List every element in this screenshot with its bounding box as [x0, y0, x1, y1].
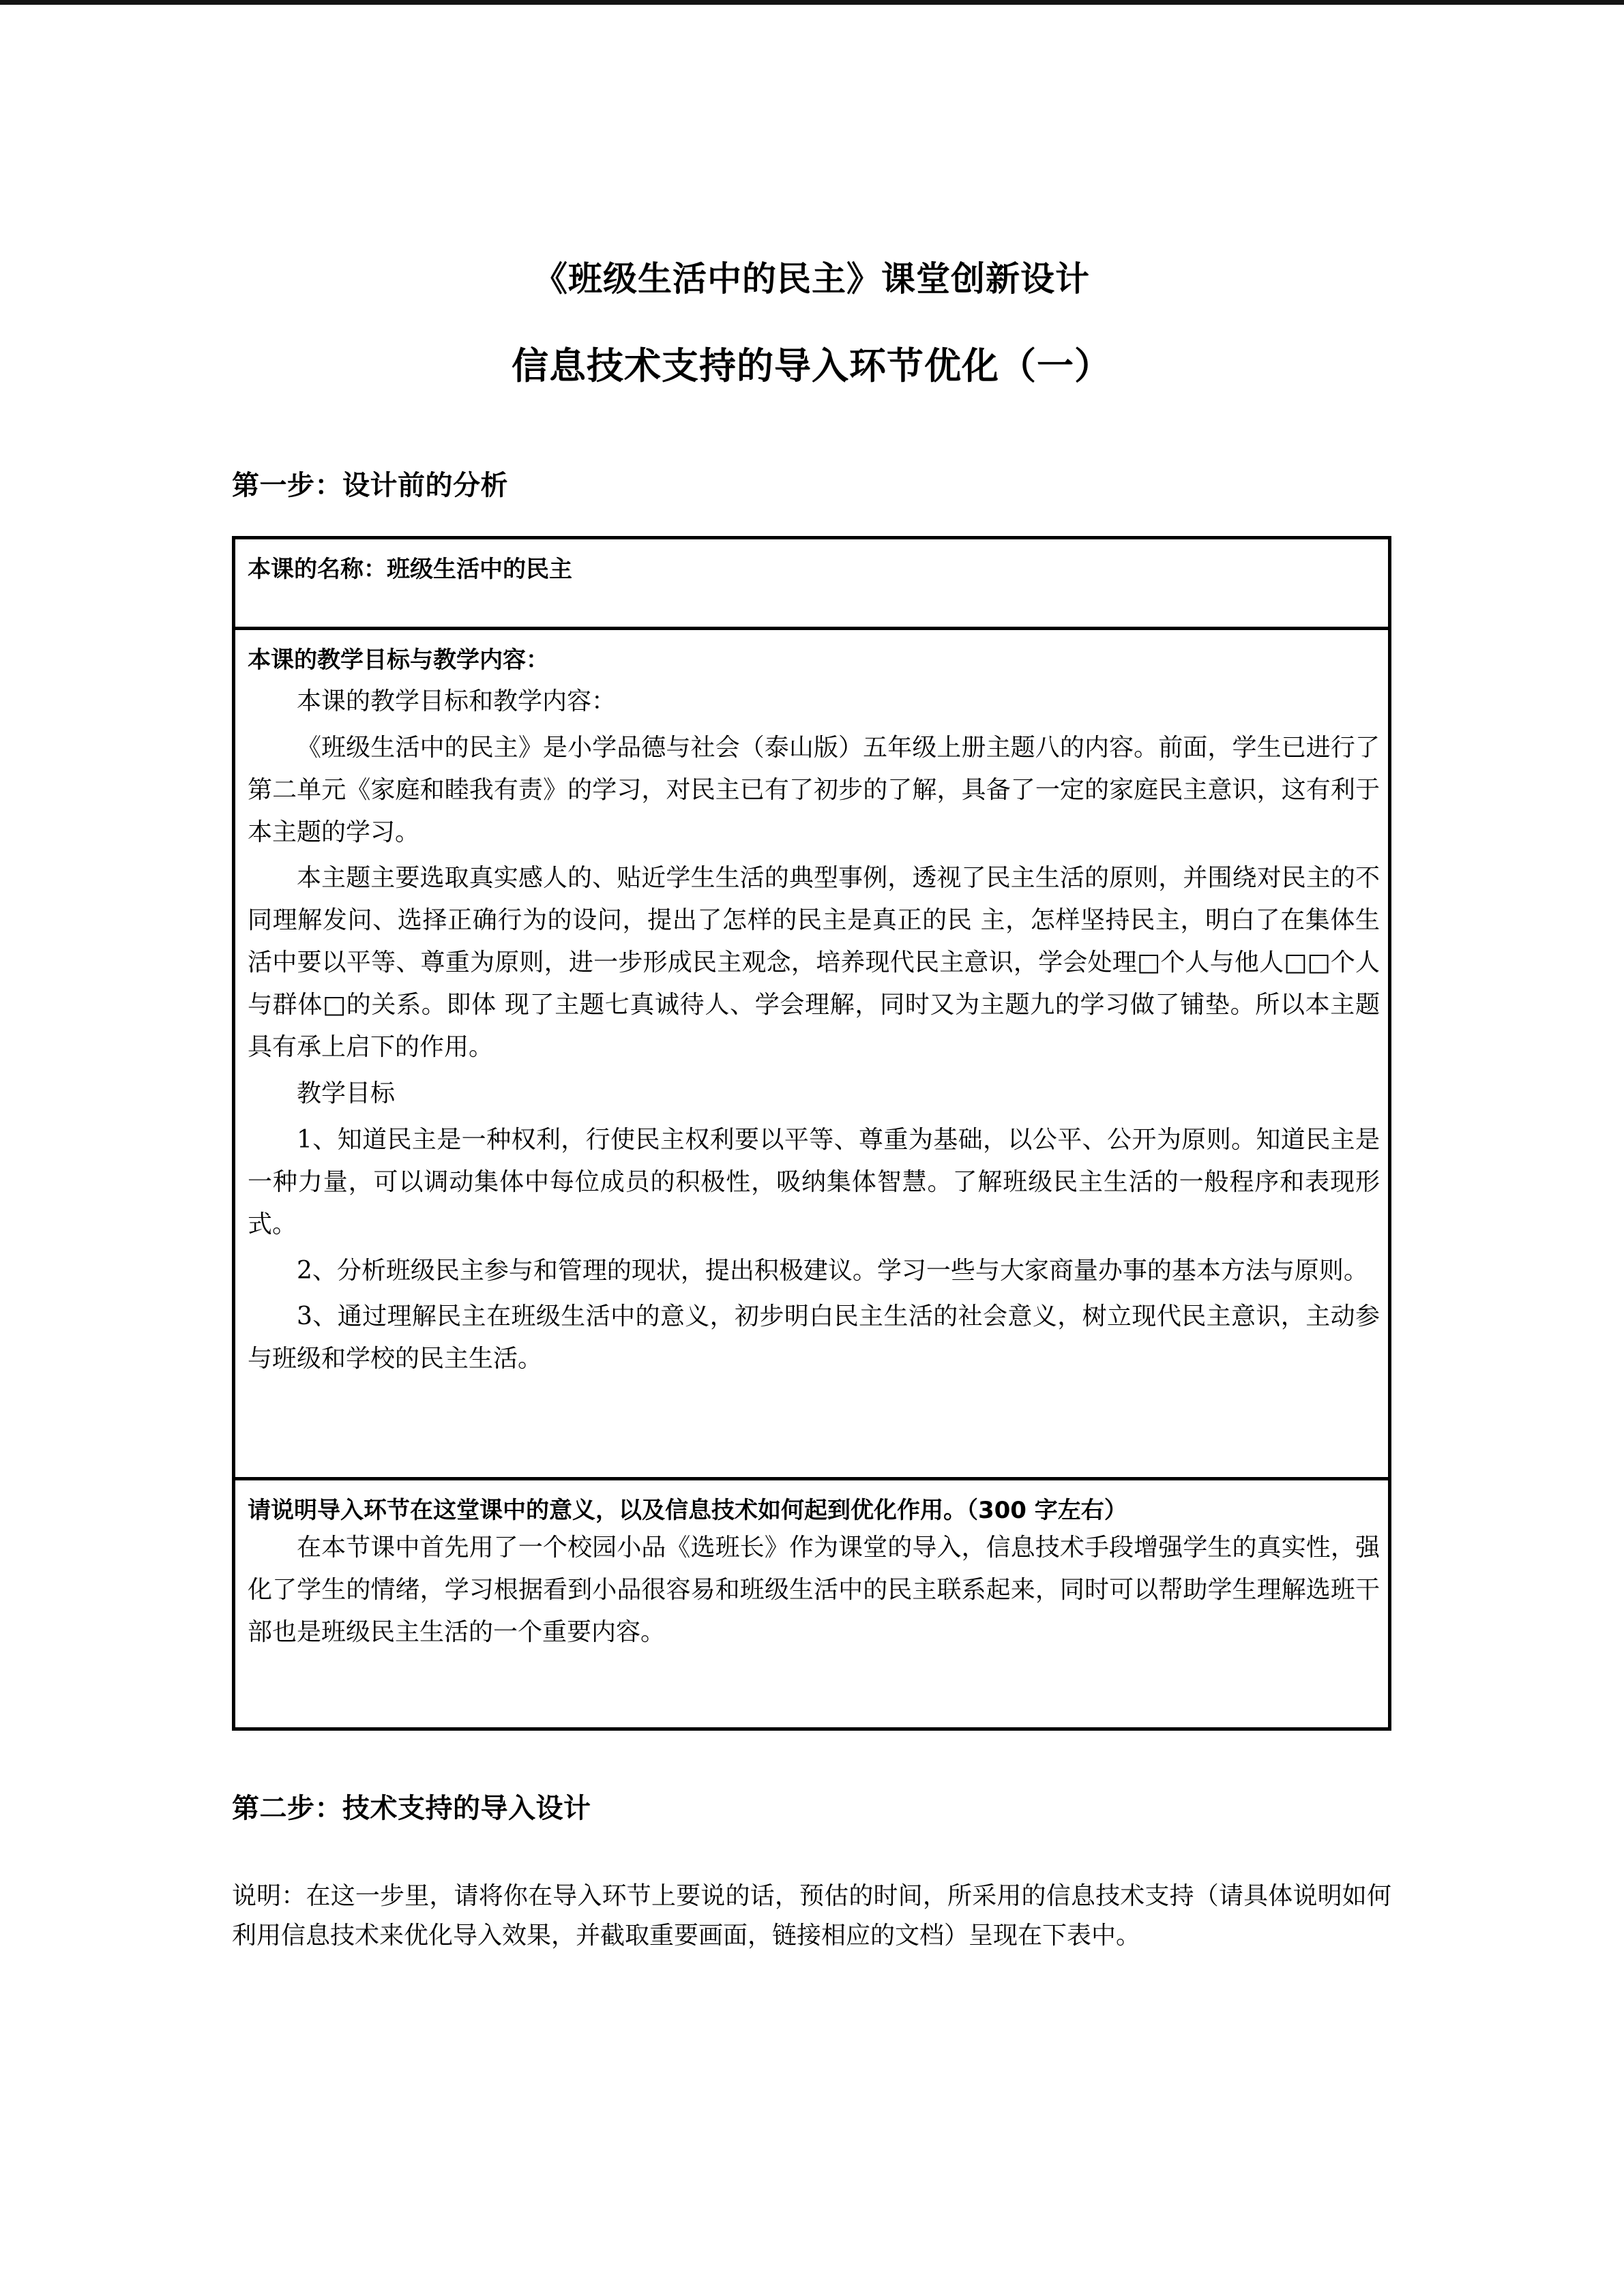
table-row-lesson-name	[235, 539, 1388, 630]
document-subtitle: 信息技术支持的导入环节优化（一）	[512, 343, 1112, 387]
analysis-table	[232, 536, 1391, 1731]
objectives-paragraph: 2、分析班级民主参与和管理的现状，提出积极建议。学习一些与大家商量办事的基本方法与原则。	[297, 1256, 1368, 1285]
objectives-paragraph: 3、通过理解民主在班级生活中的意义，初步明白民主生活的社会意义，树立现代民主意识，主动参与班级和学校的民主生活。	[248, 1302, 1380, 1373]
cell-spacer	[248, 1654, 1380, 1692]
step-two-heading: 第二步：技术支持的导入设计	[232, 1792, 591, 1824]
document-content	[232, 0, 1391, 1956]
table-row-significance	[235, 1480, 1388, 1727]
table-row-objectives	[235, 630, 1388, 1480]
lesson-name-label: 本课的名称：班级生活中的民主	[248, 556, 572, 583]
objectives-paragraph: 《班级生活中的民主》是小学品德与社会（泰山版）五年级上册主题八的内容。前面，学生已进行了第二单元《家庭和睦我有责》的学习，对民主已有了初步的了解，具备了一定的家庭民主意识，这有利于本主题的学习。	[248, 733, 1380, 846]
document-title: 《班级生活中的民主》课堂创新设计	[533, 258, 1090, 299]
objectives-paragraph: 教学目标	[297, 1079, 396, 1107]
objectives-paragraph: 本课的教学目标和教学内容：	[297, 687, 617, 715]
footer-note: 说明：在这一步里，请将你在导入环节上要说的话，预估的时间，所采用的信息技术支持（请具体说明如何利用信息技术来优化导入效果，并截取重要画面，链接相应的文档）呈现在下表中。	[232, 1881, 1391, 1950]
objectives-paragraph: 1、知道民主是一种权利，行使民主权利要以平等、尊重为基础，以公平、公开为原则。知道民主是一种力量，可以调动集体中每位成员的积极性，吸纳集体智慧。了解班级民主生活的一般程序和表现形式。	[248, 1125, 1380, 1238]
significance-label: 请说明导入环节在这堂课中的意义，以及信息技术如何起到优化作用。（300 字左右）	[248, 1497, 1127, 1525]
significance-paragraph: 在本节课中首先用了一个校园小品《选班长》作为课堂的导入，信息技术手段增强学生的真实性，强化了学生的情绪，学习根据看到小品很容易和班级生活中的民主联系起来，同时可以帮助学生理解选班干部也是班级民主生活的一个重要内容。	[248, 1534, 1380, 1646]
objectives-paragraph: 本主题主要选取真实感人的、贴近学生生活的典型事例，透视了民主生活的原则，并围绕对民主的不同理解发问、选择正确行为的设问，提出了怎样的民主是真正的民 主，怎样坚持民主，明白了在集体生活中要以平等、尊重为原则，进一步形成民主观念，培养现代民主意识，学会处理□个人与他人□□个人与群体□的关系。即体 现了主题七真诚待人、学会理解，同时又为主题九的学习做了铺垫。所以本主题具有承上启下的作用。	[248, 864, 1380, 1062]
objectives-label: 本课的教学目标与教学内容：	[248, 646, 549, 674]
step-one-heading: 第一步：设计前的分析	[232, 470, 508, 501]
cell-spacer	[248, 1380, 1380, 1462]
